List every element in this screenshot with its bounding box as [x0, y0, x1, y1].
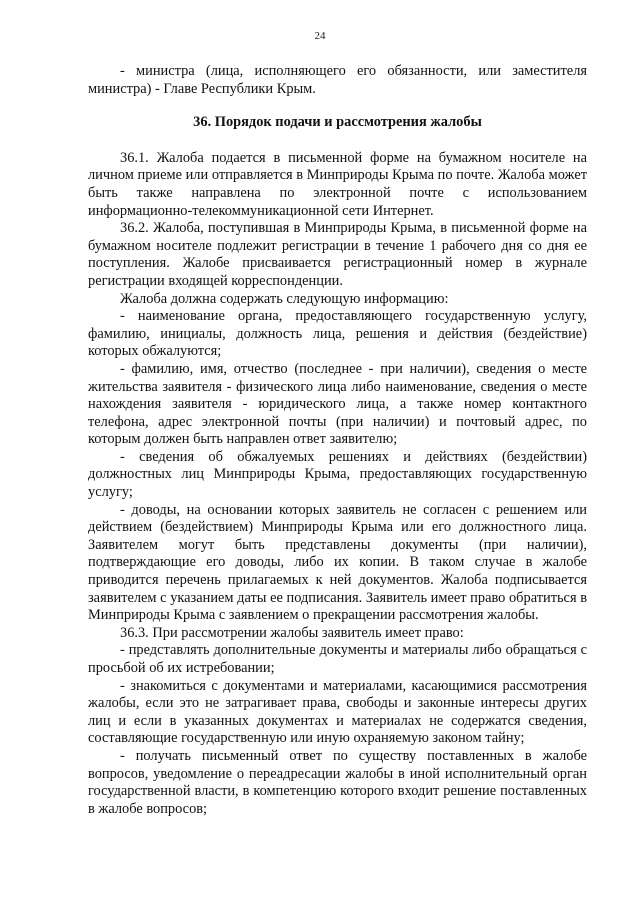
- section-heading: 36. Порядок подачи и рассмотрения жалобы: [193, 114, 482, 131]
- page-number: 24: [314, 30, 326, 42]
- intro-paragraph: - министра (лица, исполняющего его обязанности, или заместителя министра) - Главе Республики Крым.: [88, 63, 587, 97]
- document-body: [88, 63, 587, 818]
- list-item-review-materials: - знакомиться с документами и материалами, касающимися рассмотрения жалобы, если это не затрагивает права, свободы и законные интересы других лиц и если в указанных документах и материалах не содержатся сведения, составляющие государственную или иную охраняемую законом тайну;: [88, 677, 587, 747]
- list-item-applicant-details: - фамилию, имя, отчество (последнее - при наличии), сведения о месте жительства заявителя - физического лица либо наименование, сведения о месте нахождения заявителя - юридического лица, а также номер контактного телефона, адрес электронной почты (при наличии) и почтовый адрес, по которым должен быть направлен ответ заявителю;: [88, 360, 587, 448]
- list-item-arguments: - доводы, на основании которых заявитель не согласен с решением или действием (бездействием) Минприроды Крыма или его должностного лица. Заявителем могут быть представлены документы (при наличии), подтверждающие его доводы, либо их копии. В таком случае в жалобе приводится перечень прилагаемых к ней документов. Жалоба подписывается заявителем с указанием даты ее подписания. Заявитель имеет право обратиться в Минприроды Крыма с заявлением о прекращении рассмотрения жалобы.: [88, 501, 587, 624]
- list-item-submit-documents: - представлять дополнительные документы и материалы либо обращаться с просьбой об их истребовании;: [88, 642, 587, 676]
- paragraph-36-2: 36.2. Жалоба, поступившая в Минприроды Крыма, в письменной форме на бумажном носителе подлежит регистрации в течение 1 рабочего дня со дня ее поступления. Жалобе присваивается регистрационный номер в журнале регистрации входящей корреспонденции.: [88, 220, 587, 289]
- paragraph-36-1: 36.1. Жалоба подается в письменной форме на бумажном носителе на личном приеме или отправляется в Минприроды Крыма по почте. Жалоба может быть также направлена по электронной почте с использованием информационно-телекоммуникационной сети Интернет.: [88, 149, 587, 219]
- list-item-appealed-decisions: - сведения об обжалуемых решениях и действиях (бездействии) должностных лиц Минприроды Крыма, предоставляющих государственную услугу;: [88, 448, 587, 501]
- list-item-body-name: - наименование органа, предоставляющего государственную услугу, фамилию, инициалы, должность лица, решения и действия (бездействие) которых обжалуются;: [88, 308, 587, 360]
- list-item-written-response: - получать письменный ответ по существу поставленных в жалобе вопросов, уведомление о переадресации жалобы в иной исполнительный орган государственной власти, в компетенцию которого входит решение поставленных в жалобе вопросов;: [88, 747, 587, 817]
- paragraph-complaint-content-intro: Жалоба должна содержать следующую информацию:: [120, 290, 449, 307]
- paragraph-36-3: 36.3. При рассмотрении жалобы заявитель имеет право:: [120, 624, 464, 641]
